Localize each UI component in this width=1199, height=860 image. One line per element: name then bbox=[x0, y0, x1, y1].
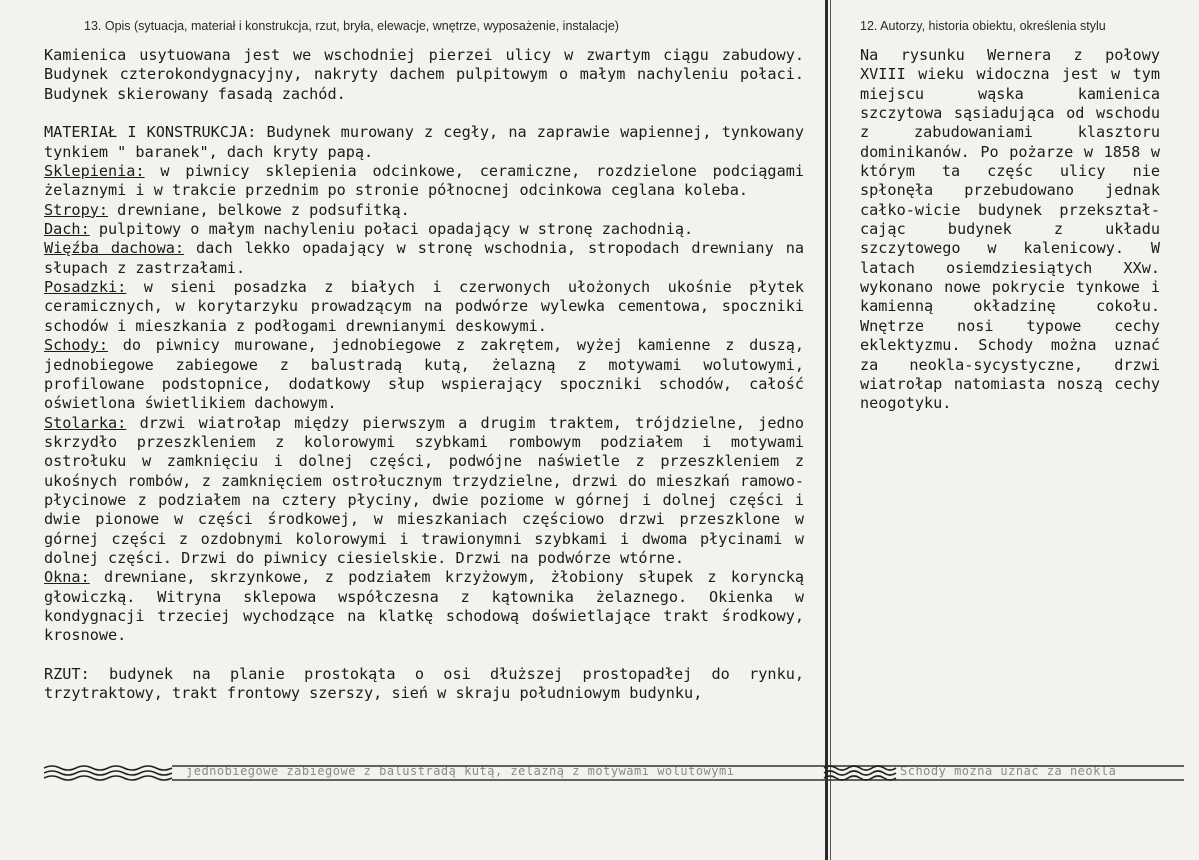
truss-text: dach lekko opadający w stronę wschodnia, stropodach drewniany na słupach z zastrzałami. bbox=[44, 239, 805, 277]
roof-item bbox=[44, 220, 804, 239]
section-13-header: 13. Opis (sytuacja, materiał i konstrukcja, rzut, bryła, elewacje, wnętrze, wyposażenie, instalacje) bbox=[84, 19, 619, 33]
truss-item bbox=[44, 239, 804, 278]
column-divider-thin bbox=[830, 0, 831, 860]
vaults-label: Sklepienia: bbox=[44, 162, 145, 181]
windows-item bbox=[44, 568, 804, 645]
vaults-text: w piwnicy sklepienia odcinkowe, ceramiczne, rozdzielone podciągami żelaznymi i w trakcie przednim po stronie północnej odcinkowa ceglana koleba. bbox=[44, 162, 804, 200]
roof-text: pulpitowy o małym nachyleniu połaci opadający w stronę zachodnią. bbox=[89, 220, 694, 239]
stairs-label: Schody: bbox=[44, 336, 109, 355]
joinery-text: drzwi wiatrołap między pierwszym a drugim traktem, trójdzielne, jedno skrzydło przeszkleniem z kolorowymi szybkami rombowym podziałem i motywami ostrołuku w zamknięciu i dolnej części, podwójne naświetle z przeszkleniem z ukośnych rombów, z zamknięciem ostrołucznym trzydzielne, drzwi do mieszkań ramowo- płycinowe z podziałem na cztery płyciny, dwie poziome w górnej i dolnej części i dwie pionowe w części środkowej, w mieszkaniach częściowo drzwi przeszklone w górnej części z ozdobnymi kolorowymi i trawionymni szybkami i dwoma płycinami w dolnej części. Drzwi do piwnicy ciesielskie. Drzwi na podwórze wtórne. bbox=[44, 413, 804, 567]
truss-label: Więźba dachowa: bbox=[44, 239, 185, 258]
roof-label: Dach: bbox=[44, 220, 90, 239]
history-column bbox=[860, 46, 1160, 414]
description-column bbox=[44, 46, 804, 704]
intro-paragraph: Kamienica usytuowana jest we wschodniej pierzei ulicy w zwartym ciągu zabudowy. Budynek czterokondygnacyjny, nakryty dachem pulpitowym o małym nachyleniu połaci. Budynek skierowany fasadą zachód. bbox=[44, 46, 804, 103]
plan-paragraph: RZUT: budynek na planie prostokąta o osi dłuższej prostopadłej do rynku, trzytraktowy, trakt frontowy szerszy, sień w skraju południowym budynku, bbox=[44, 665, 804, 703]
floors-label: Posadzki: bbox=[44, 278, 127, 297]
faded-bleed-text-right: Schody można uznać za neokla bbox=[900, 764, 1117, 778]
column-divider bbox=[825, 0, 828, 860]
ceilings-item bbox=[44, 201, 804, 220]
faded-bleed-text-left: jednobiegowe zabiegowe z balustradą kutą, żelazną z motywami wolutowymi bbox=[186, 764, 735, 778]
joinery-item bbox=[44, 414, 804, 569]
ceilings-label: Stropy: bbox=[44, 200, 109, 219]
stairs-item bbox=[44, 336, 804, 413]
vaults-item bbox=[44, 162, 804, 201]
history-paragraph: Na rysunku Wernera z połowy XVIII wieku widoczna jest w tym miejscu wąska kamienica szczytowa sąsiadująca od wschodu z zabudowaniami klasztoru dominikanów. Po pożarze w 1858 w którym ta częśc ulicy nie spłonęła przebudowano jednak całko-wicie budynek przekształ-cając budynek z układu szczytowego w kalenicowy. W latach osiemdziesiątych XXw. wykonano nowe pokrycie tynkowe i kamienną okładzinę cokołu. Wnętrze nosi typowe cechy eklektyzmu. Schody można uznać za neokla-sycystyczne, drzwi wiatrołap natomiasta noszą cechy neogotyku. bbox=[860, 46, 1160, 413]
floors-item bbox=[44, 278, 804, 336]
material-paragraph: MATERIAŁ I KONSTRUKCJA: Budynek murowany z cegły, na zaprawie wapiennej, tynkowany tynkiem " baranek", dach kryty papą. bbox=[44, 123, 804, 161]
stairs-text: do piwnicy murowane, jednobiegowe z zakrętem, wyżej kamienne z duszą, jednobiegowe zabiegowe z balustradą kutą, żelazną z motywami wolutowymi, profilowane podstopnice, dodatkowy słup wspierający spoczniki schodów, całość oświetlona świetlikiem dachowym. bbox=[44, 336, 804, 413]
windows-label: Okna: bbox=[44, 568, 90, 587]
floors-text: w sieni posadzka z białych i czerwonych ułożonych ukośnie płytek ceramicznych, w korytarzyku prowadzącym na podwórze wylewka cementowa, spoczniki schodów i mieszkania z podłogami drewnianymi deskowymi. bbox=[44, 278, 804, 335]
ceilings-text: drewniane, belkowe z podsufitką. bbox=[108, 200, 410, 219]
section-12-header: 12. Autorzy, historia obiektu, określenia stylu bbox=[860, 19, 1106, 33]
joinery-label: Stolarka: bbox=[44, 413, 127, 432]
windows-text: drewniane, skrzynkowe, z podziałem krzyżowym, żłobiony słupek z koryncką głowiczką. Witryna sklepowa współczesna z kątownika żelaznego. Okienka w kondygnacji trzeciej wychodzące na klatkę schodową doświetlające trakt środkowy, krosnowe. bbox=[44, 568, 804, 645]
